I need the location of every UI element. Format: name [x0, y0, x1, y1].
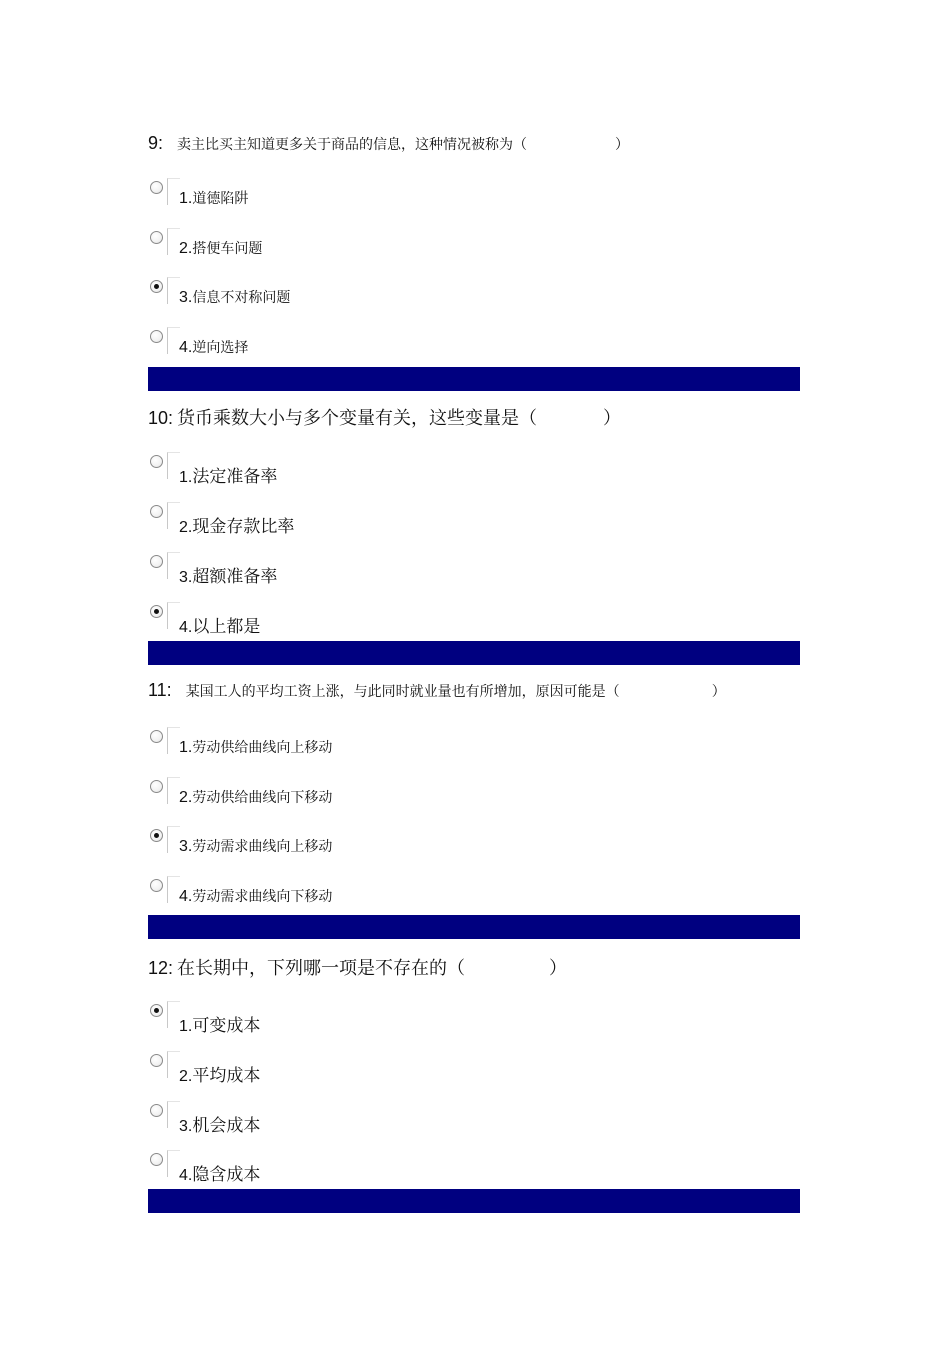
- radio-button[interactable]: [150, 181, 163, 194]
- option-number: 3.: [179, 1118, 193, 1135]
- question-12-title: [148, 954, 567, 980]
- option-label: 搭便车问题: [192, 241, 263, 257]
- option-number: 2.: [179, 519, 193, 536]
- divider-bar: [148, 641, 800, 665]
- radio-button[interactable]: [150, 879, 163, 892]
- option-number: 3.: [179, 569, 193, 586]
- option-number: 3.: [179, 289, 193, 306]
- option-label: 信息不对称问题: [192, 290, 291, 306]
- question-close-paren: ）: [615, 137, 630, 153]
- question-10-title: [148, 404, 621, 430]
- question-11-title: [148, 680, 726, 701]
- option-label: 可变成本: [192, 1016, 261, 1036]
- question-number: 9:: [148, 133, 164, 153]
- radio-button-selected[interactable]: [150, 605, 163, 618]
- option-number: 3.: [179, 838, 193, 855]
- option-number: 4.: [179, 888, 193, 905]
- option-number: 1.: [179, 1018, 193, 1035]
- question-close-paren: ）: [711, 684, 726, 700]
- radio-button[interactable]: [150, 1153, 163, 1166]
- radio-button-selected[interactable]: [150, 1004, 163, 1017]
- option-label: 劳动供给曲线向上移动: [192, 740, 333, 756]
- option-number: 4.: [179, 1167, 193, 1184]
- option-number: 1.: [179, 469, 193, 486]
- radio-button[interactable]: [150, 780, 163, 793]
- option-label: 劳动需求曲线向下移动: [192, 889, 333, 905]
- option-number: 4.: [179, 339, 193, 356]
- radio-button[interactable]: [150, 730, 163, 743]
- option-number: 2.: [179, 1068, 193, 1085]
- question-number: 11:: [148, 680, 172, 700]
- option-label: 劳动供给曲线向下移动: [192, 790, 333, 806]
- radio-button-selected[interactable]: [150, 280, 163, 293]
- option-number: 1.: [179, 190, 193, 207]
- radio-button[interactable]: [150, 455, 163, 468]
- radio-button[interactable]: [150, 231, 163, 244]
- question-text: 卖主比买主知道更多关于商品的信息，这种情况被称为（: [177, 137, 528, 153]
- radio-button[interactable]: [150, 505, 163, 518]
- question-close-paren: ）: [603, 408, 622, 429]
- question-number: 10:: [148, 408, 174, 428]
- option-label: 机会成本: [192, 1116, 261, 1136]
- option-label: 道德陷阱: [192, 191, 249, 207]
- option-label: 劳动需求曲线向上移动: [192, 839, 333, 855]
- divider-bar: [148, 1189, 800, 1213]
- option-label: 平均成本: [192, 1066, 261, 1086]
- option-label: 超额准备率: [192, 567, 278, 587]
- option-label: 现金存款比率: [192, 517, 295, 537]
- radio-button[interactable]: [150, 555, 163, 568]
- option-label: 法定准备率: [192, 467, 278, 487]
- divider-bar: [148, 367, 800, 391]
- radio-button[interactable]: [150, 1054, 163, 1067]
- option-number: 2.: [179, 240, 193, 257]
- question-text: 货币乘数大小与多个变量有关，这些变量是（: [177, 408, 538, 429]
- question-text: 在长期中，下列哪一项是不存在的（: [177, 958, 466, 979]
- radio-button-selected[interactable]: [150, 829, 163, 842]
- radio-button[interactable]: [150, 330, 163, 343]
- option-number: 4.: [179, 619, 193, 636]
- option-label: 隐含成本: [192, 1165, 261, 1185]
- option-number: 2.: [179, 789, 193, 806]
- question-number: 12:: [148, 958, 174, 978]
- option-label: 逆向选择: [192, 340, 249, 356]
- option-label: 以上都是: [192, 617, 261, 637]
- question-text: 某国工人的平均工资上涨，与此同时就业量也有所增加，原因可能是（: [185, 684, 620, 700]
- option-number: 1.: [179, 739, 193, 756]
- divider-bar: [148, 915, 800, 939]
- radio-button[interactable]: [150, 1104, 163, 1117]
- question-9-title: [148, 133, 629, 154]
- question-close-paren: ）: [549, 958, 568, 979]
